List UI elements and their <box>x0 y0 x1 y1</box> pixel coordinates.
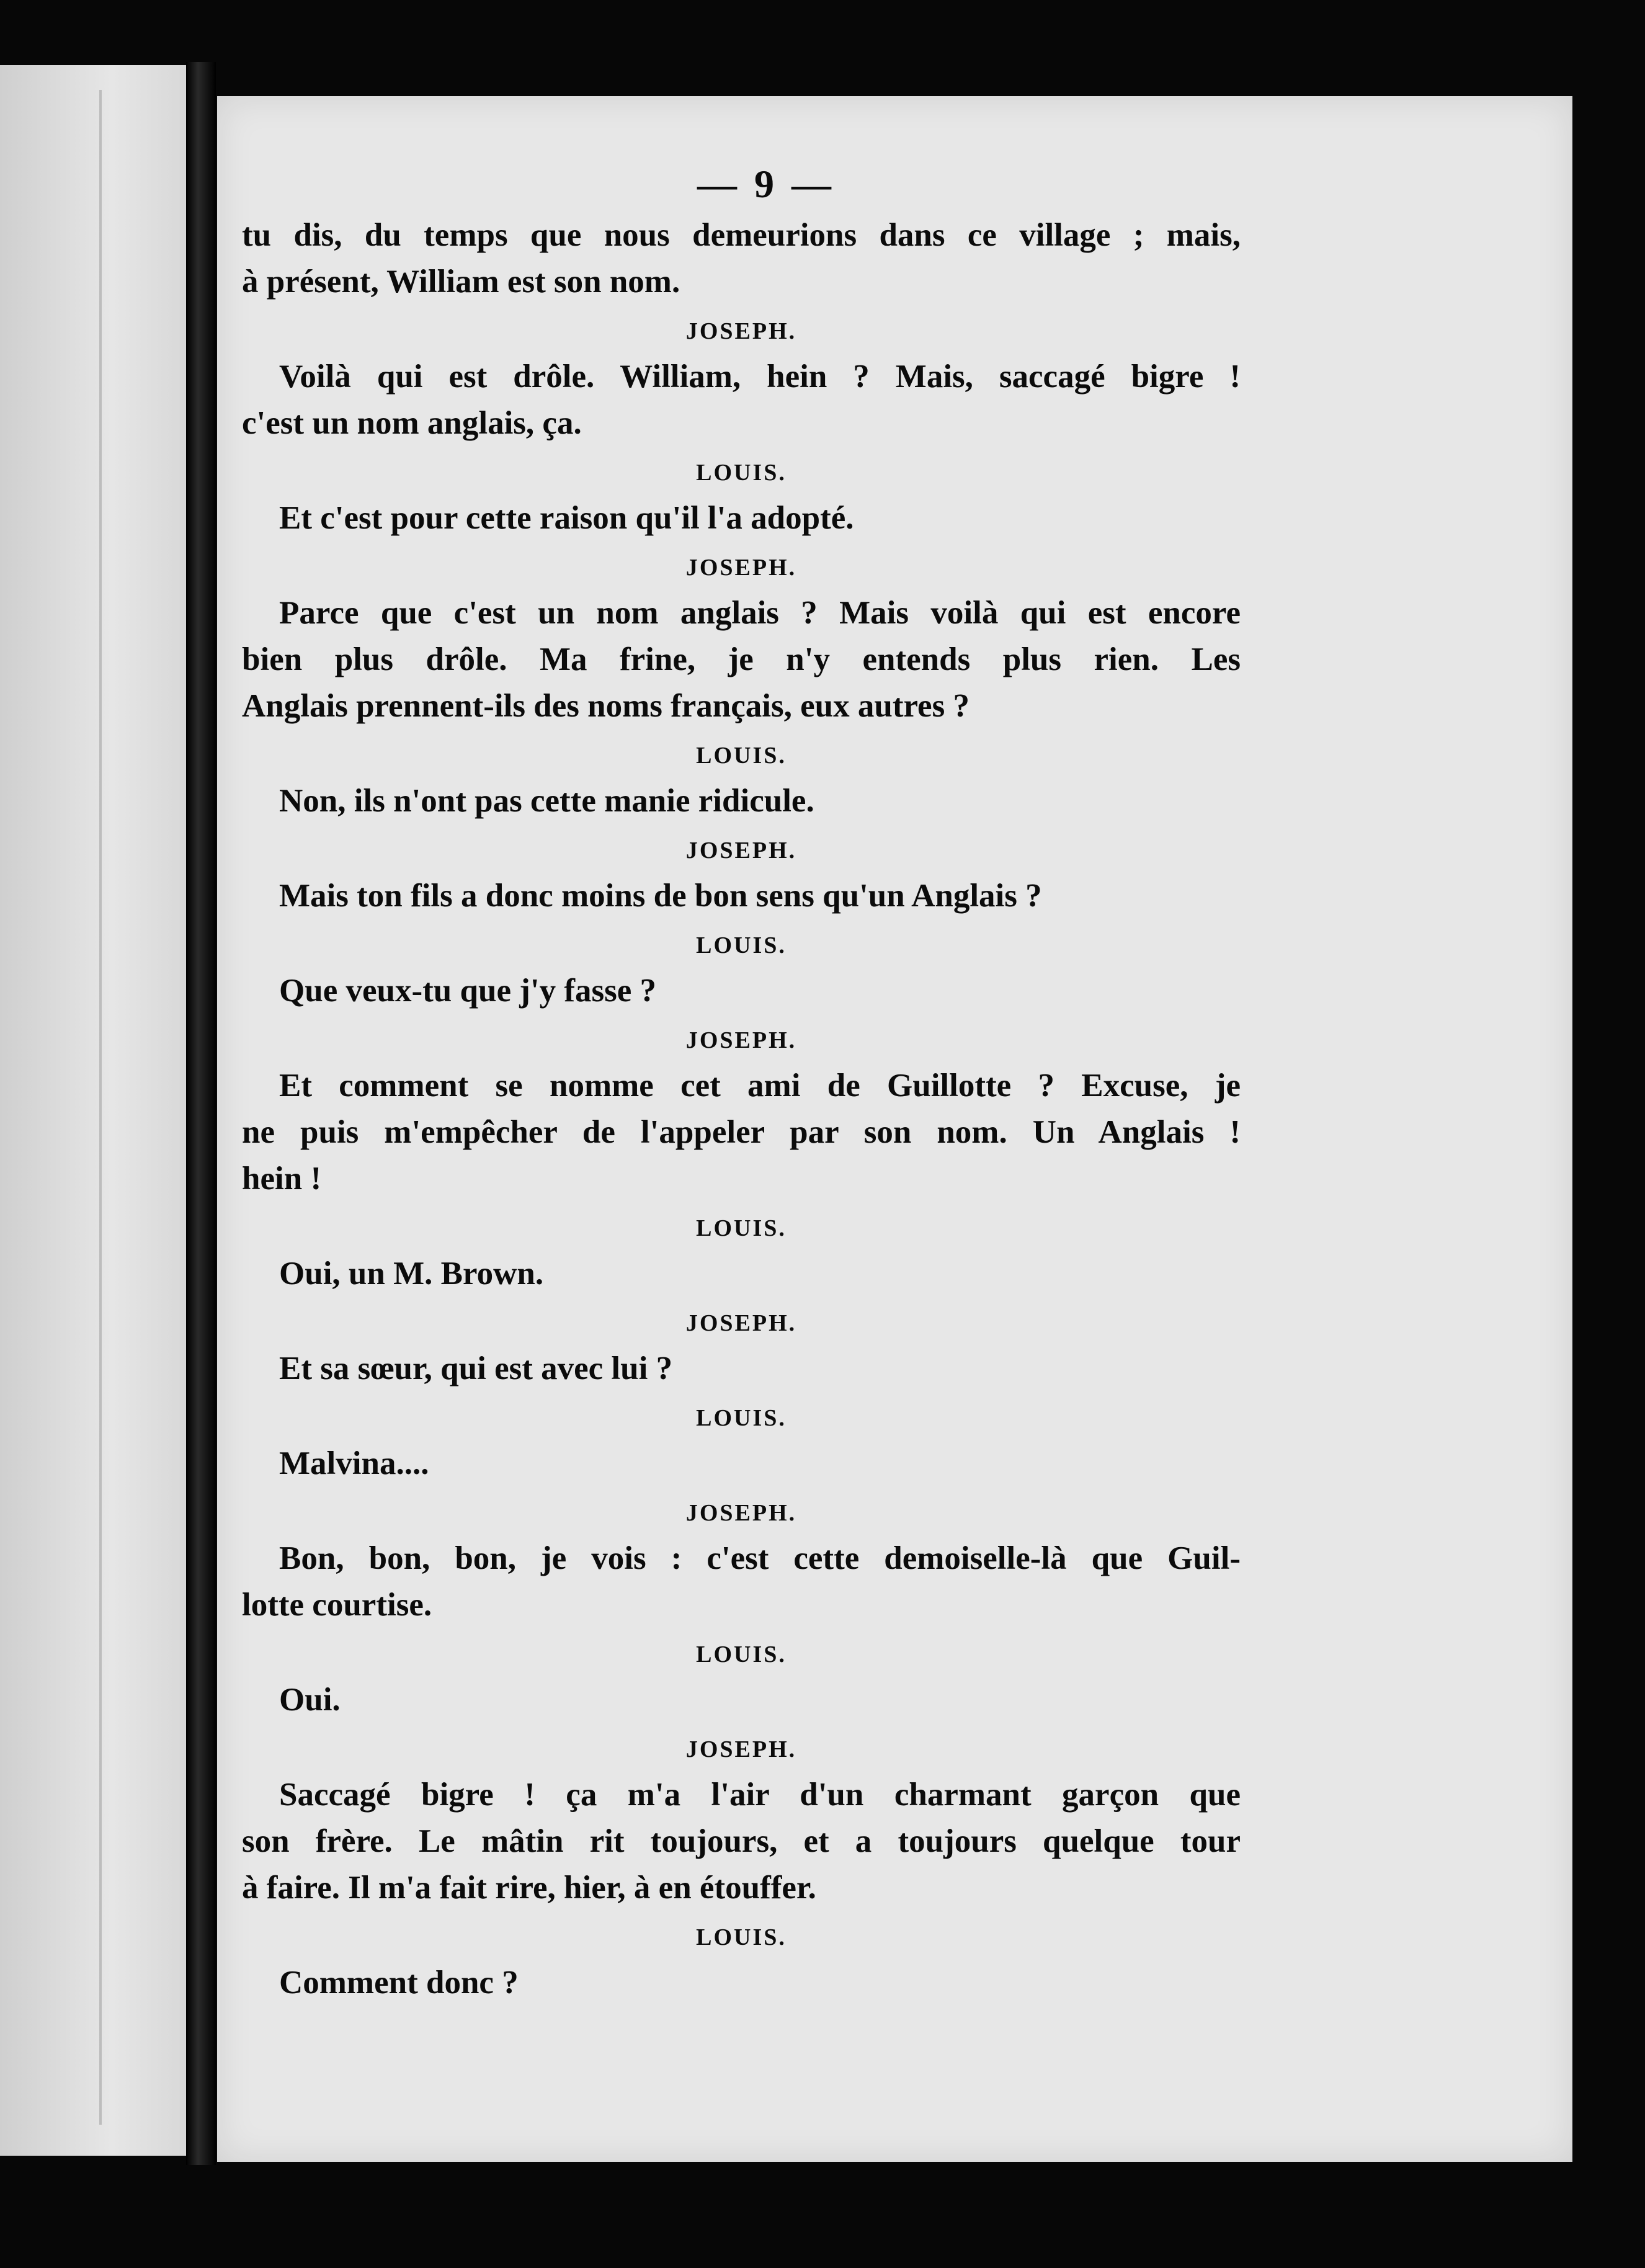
speaker-name: LOUIS. <box>696 460 787 486</box>
speech <box>242 1251 1241 1297</box>
speech <box>242 1535 1241 1628</box>
facing-page-edge <box>0 65 192 2156</box>
text-line: Malvina.... <box>279 1445 429 1481</box>
text-line: Saccagé bigre ! ça m'a l'air d'un charmant garçon que <box>279 1777 1241 1813</box>
text-line: son frère. Le mâtin rit toujours, et a toujours quelque tour <box>242 1823 1241 1859</box>
text-line: à présent, William est son nom. <box>242 264 680 300</box>
text-line: Oui. <box>279 1682 341 1718</box>
speech <box>242 1063 1241 1202</box>
speech <box>242 968 1241 1014</box>
speech <box>242 1960 1241 2006</box>
speech <box>242 1772 1241 1911</box>
speech <box>242 873 1241 919</box>
text-line: c'est un nom anglais, ça. <box>242 405 582 441</box>
continued-speech <box>242 212 1241 305</box>
text-line: Mais ton fils a donc moins de bon sens qu'un Anglais ? <box>279 878 1042 914</box>
speaker-name: JOSEPH. <box>685 837 797 864</box>
speech <box>242 1677 1241 1723</box>
page-number: — 9 — <box>697 162 835 206</box>
speaker-name: LOUIS. <box>696 743 787 769</box>
speaker-name: JOSEPH. <box>685 1310 797 1336</box>
text-line: bien plus drôle. Ma frine, je n'y entends plus rien. Les <box>242 641 1241 677</box>
text-line: Voilà qui est drôle. William, hein ? Mais, saccagé bigre ! <box>279 359 1241 395</box>
page-content <box>242 161 1241 2006</box>
text-line: tu dis, du temps que nous demeurions dans ce village ; mais, <box>242 217 1241 253</box>
speaker-name: JOSEPH. <box>685 1736 797 1762</box>
speaker-name: LOUIS. <box>696 1924 787 1950</box>
speech <box>242 590 1241 730</box>
text-line: Et sa sœur, qui est avec lui ? <box>279 1351 673 1386</box>
text-line: Bon, bon, bon, je vois : c'est cette demoiselle-là que Guil- <box>279 1540 1241 1576</box>
text-line: Que veux-tu que j'y fasse ? <box>279 973 657 1009</box>
speech <box>242 778 1241 824</box>
speaker-name: LOUIS. <box>696 1641 787 1668</box>
text-line: Parce que c'est un nom anglais ? Mais voilà qui est encore <box>279 595 1241 631</box>
speech <box>242 1346 1241 1392</box>
speaker-name: LOUIS. <box>696 1215 787 1241</box>
speaker-name: LOUIS. <box>696 1405 787 1431</box>
text-line: Anglais prennent-ils des noms français, eux autres ? <box>242 688 970 724</box>
text-line: Comment donc ? <box>279 1965 519 2001</box>
speech <box>242 354 1241 447</box>
speech <box>242 495 1241 542</box>
dialogue <box>242 212 1241 2006</box>
text-line: Et c'est pour cette raison qu'il l'a adopté. <box>279 500 854 536</box>
text-line: à faire. Il m'a fait rire, hier, à en étouffer. <box>242 1870 816 1906</box>
text-line: Oui, un M. Brown. <box>279 1256 544 1292</box>
text-line: ne puis m'empêcher de l'appeler par son nom. Un Anglais ! <box>242 1114 1241 1150</box>
text-line: Non, ils n'ont pas cette manie ridicule. <box>279 783 814 819</box>
speaker-name: JOSEPH. <box>685 1027 797 1053</box>
book-spine <box>186 62 216 2165</box>
speaker-name: LOUIS. <box>696 932 787 958</box>
speaker-name: JOSEPH. <box>685 318 797 344</box>
speech <box>242 1440 1241 1487</box>
text-line: hein ! <box>242 1161 322 1197</box>
text-line: lotte courtise. <box>242 1587 432 1623</box>
speaker-name: JOSEPH. <box>685 555 797 581</box>
text-line: Et comment se nomme cet ami de Guillotte ? Excuse, je <box>279 1068 1241 1104</box>
speaker-name: JOSEPH. <box>685 1500 797 1526</box>
